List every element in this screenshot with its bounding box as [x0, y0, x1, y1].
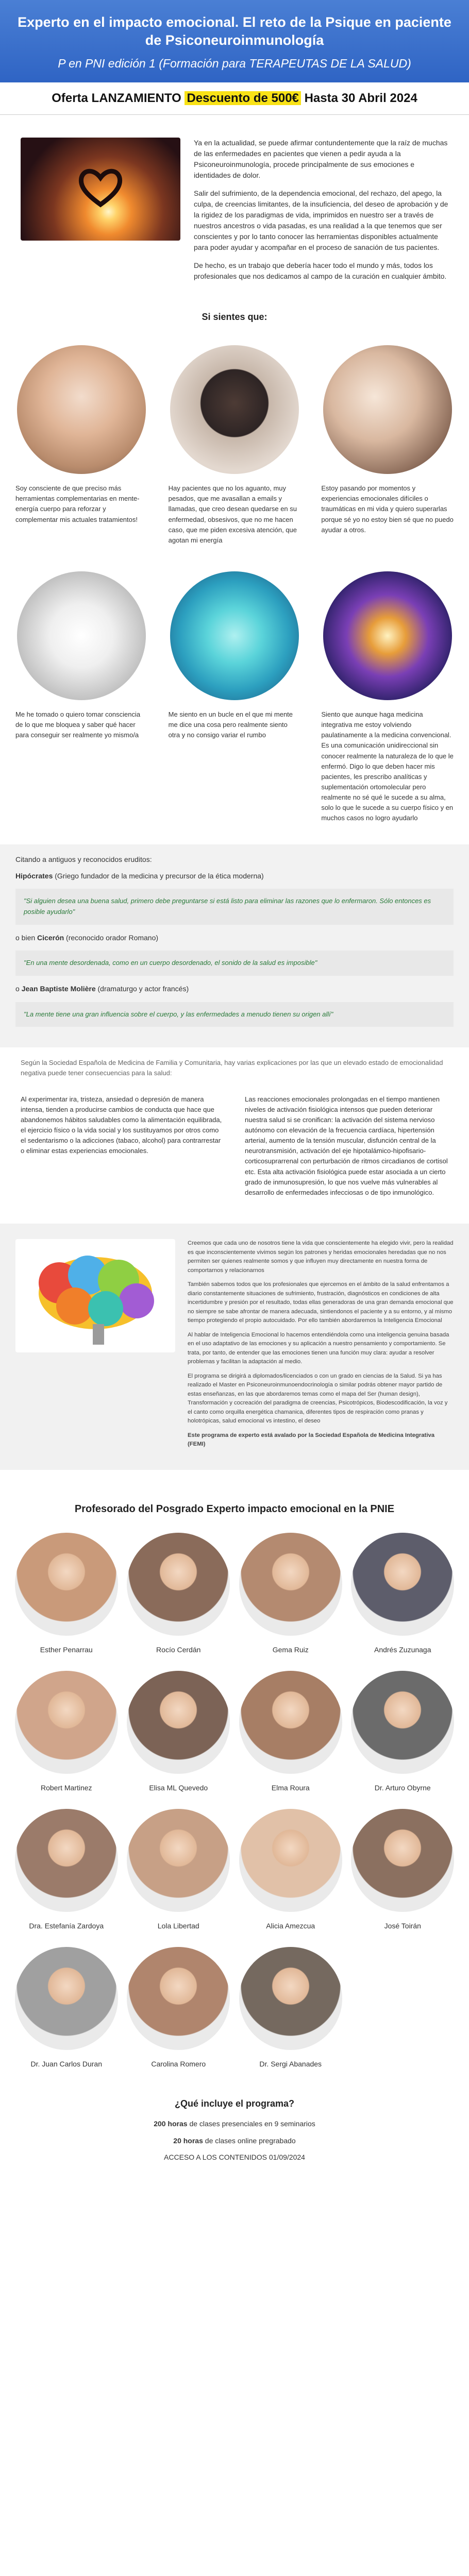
quote-author [15, 983, 454, 994]
author-name: Cicerón [37, 933, 64, 942]
professor-card [347, 1533, 459, 1656]
professor-card [10, 1533, 123, 1656]
sad-woman-photo [323, 345, 452, 474]
professor-name: Rocío Cerdán [156, 1645, 201, 1654]
professor-avatar [239, 1809, 342, 1912]
ei-paragraph-1: Creemos que cada uno de nosotros tiene la vida que conscientemente ha elegido vivir, pero la realidad es que inconscientemente vivimos según los patrones y heridas emocionales heredadas que no nos permiten ser quienes realmente somos y que influyen muy directamente en nuestra forma de comportarnos y relacionarnos [188, 1240, 454, 1274]
professor-card [10, 1671, 123, 1794]
feel-item [321, 345, 454, 546]
feel-item [169, 345, 301, 546]
feel-item-text: Estoy pasando por momentos y experiencias emocionales difíciles o traumáticas en mi vida y quiero superarlas porque sé yo no estoy bien sé que no puedo ayudar a otros. [321, 484, 454, 534]
intro-paragraph-2: Salir del sufrimiento, de la dependencia emocional, del rechazo, del apego, la culpa, de creencias limitantes, de la insuficiencia, del deseo de aprobación y de la rigidez de los paradigmas de vida, imprimidos en nuestro ser a través de nuestros ancestros o vida pasadas, es una realidad a la que tenemos que ser conscientes y por lo tanto conocer las herramientas disponibles actualmente para poder ayudar y acompañar en el proceso de sanación de tus pacientes. [194, 189, 448, 252]
professors-grid [0, 1533, 469, 2071]
professor-avatar [15, 1947, 118, 2050]
quote-text: "En una mente desordenada, como en un cuerpo desordenado, el sonido de la salud es imposible" [15, 951, 454, 976]
professor-avatar [239, 1671, 342, 1774]
professor-card [123, 1671, 235, 1794]
heart-hands-photo [21, 138, 180, 241]
online-rest: de clases online pregrabado [203, 2136, 296, 2145]
clocks-photo [17, 571, 146, 700]
heart-hands-icon [77, 163, 124, 210]
cosmic-mind-photo [323, 571, 452, 700]
professor-name: Dr. Arturo Obyrne [374, 1783, 431, 1792]
professor-avatar [15, 1809, 118, 1912]
professor-name: Elisa ML Quevedo [149, 1783, 208, 1792]
professor-card [123, 1809, 235, 1933]
program-question: ¿Qué incluye el programa? [174, 2098, 295, 2109]
program-access: ACCESO A LOS CONTENIDOS 01/09/2024 [164, 2153, 305, 2162]
professor-name: Alicia Amezcua [266, 1921, 315, 1930]
feel-grid-row-2 [0, 571, 469, 824]
professor-name: Gema Ruiz [272, 1645, 309, 1654]
professor-avatar [127, 1947, 230, 2050]
professor-avatar [351, 1671, 454, 1774]
quote-author [15, 932, 454, 943]
feel-item-text: Me siento en un bucle en el que mi mente me dice una cosa pero realmente siento otra y no consigo variar el rumbo [168, 710, 293, 739]
quotes-section [0, 844, 469, 1048]
professor-card [123, 1533, 235, 1656]
professor-avatar [127, 1809, 230, 1912]
hours-bold: 200 horas [154, 2120, 188, 2128]
professor-name: Elma Roura [271, 1783, 310, 1792]
online-bold: 20 horas [173, 2136, 203, 2145]
professor-avatar [127, 1671, 230, 1774]
professor-card [347, 1809, 459, 1933]
feel-item-text: Me he tomado o quiero tomar consciencia de lo que me bloquea y saber qué hacer para conseguir ser realmente yo mismo/a [15, 710, 141, 739]
feel-item [321, 571, 454, 824]
professor-name: Andrés Zuzunaga [374, 1645, 431, 1654]
author-name: Jean Baptiste Molière [21, 985, 96, 993]
professor-name: Esther Penarrau [40, 1645, 93, 1654]
intro-section [0, 115, 469, 304]
feel-item [15, 345, 148, 546]
quotes-intro: Citando a antiguos y reconocidos eruditos: [15, 855, 152, 863]
professor-card [347, 1671, 459, 1794]
author-description: (dramaturgo y actor francés) [95, 985, 189, 993]
feel-title: Si sientes que: [202, 312, 267, 323]
professor-avatar [239, 1533, 342, 1636]
meditation-photo [17, 345, 146, 474]
author-prefix: o bien [15, 933, 38, 942]
professor-card [234, 1809, 347, 1933]
professors-title: Profesorado del Posgrado Experto impacto emocional en la PNIE [74, 1503, 395, 1515]
author-description: (reconocido orador Romano) [64, 933, 159, 942]
professor-card [234, 1533, 347, 1656]
page-subtitle: P en PNI edición 1 (Formación para TERAPEUTAS DE LA SALUD) [58, 57, 411, 71]
seic-intro: Según la Sociedad Española de Medicina de Familia y Comunitaria, hay varias explicaciones por las que un elevado estado de emocionalidad negativa puede tener consecuencias para la salud: [21, 1059, 443, 1077]
page-title: Experto en el impacto emocional. El reto de la Psique en paciente de Psiconeuroinmunología [18, 14, 451, 48]
offer-banner [0, 82, 469, 115]
mind-loop-photo [170, 571, 299, 700]
professor-avatar [351, 1533, 454, 1636]
professor-avatar [351, 1809, 454, 1912]
professor-name: José Toirán [384, 1921, 421, 1930]
seic-columns [0, 1089, 469, 1213]
offer-prefix: Oferta LANZAMIENTO [52, 91, 181, 105]
program-section [0, 2096, 469, 2163]
professor-name: Dra. Estefanía Zardoya [29, 1921, 104, 1930]
author-prefix: o [15, 985, 22, 993]
quote-author [15, 870, 454, 882]
professor-name: Carolina Romero [151, 2059, 206, 2068]
author-name: Hipócrates [15, 871, 53, 880]
professor-card [123, 1947, 235, 2071]
professor-avatar [239, 1947, 342, 2050]
brain-splash-icon [15, 1239, 175, 1352]
professor-card [10, 1809, 123, 1933]
colorful-brain-image [15, 1239, 175, 1352]
feel-item [15, 571, 148, 824]
ei-paragraph-3: Al hablar de Inteligencia Emocional lo hacemos entendiéndola como una inteligencia genuina basada en el uso adaptativo de las emociones y su aplicación a nuestro pensamiento y comportamiento. Se trata, por tanto, de entender que las emociones tienen una función muy clara: ayudar a resolver problemas y facilitan la adaptación al medio. [188, 1331, 449, 1365]
professor-avatar [15, 1671, 118, 1774]
professor-card [10, 1947, 123, 2071]
emotional-intelligence-text [188, 1239, 454, 1454]
hours-rest: de clases presenciales en 9 seminarios [187, 2120, 315, 2128]
professor-name: Lola Libertad [157, 1921, 199, 1930]
feel-grid-row-1 [0, 345, 469, 546]
emotional-intelligence-section [0, 1224, 469, 1470]
professor-avatar [15, 1533, 118, 1636]
ei-endorsement: Este programa de experto está avalado por la Sociedad Española de Medicina Integrativa (FEMI) [188, 1432, 435, 1448]
ei-paragraph-4: El programa se dirigirá a diplomados/licenciados o con un grado en ciencias de la Salud. Si ya has realizado el Master en Psiconeuroinmunoendocrinología o similar podrás obtener mayor partido de estas enseñanzas, en las que abordaremos temas como el mapa del Ser (human design), Transformación y cocreación del paradigma de creencias, Psicotrópicos, Biodescodificación, la voz y el canto como orquilla energética chamanica, diferentes tipos de respiración como pranas y holotrópicas, salud emocional vs intestino, el deseo [188, 1372, 448, 1425]
feel-item-text: Hay pacientes que no los aguanto, muy pesados, que me avasallan a emails y llamadas, que creo desean quedarse en su enfermedad, obsesivos, que no me hacen caso, que me piden excesiva atención, que agotan mi energía [168, 484, 297, 544]
professor-avatar [127, 1533, 230, 1636]
professor-name: Dr. Sergi Abanades [259, 2059, 322, 2068]
professor-name: Robert Martinez [40, 1783, 92, 1792]
program-online [0, 2135, 469, 2146]
intro-text [194, 138, 448, 289]
author-description: (Griego fundador de la medicina y precursor de la ética moderna) [53, 871, 264, 880]
seic-right-text: Las reacciones emocionales prolongadas en el tiempo mantienen niveles de activación fisiológica intensos que pueden deteriorar nuestra salud si se cronifican: la activación del sistema nervioso autónomo con elevación de la frecuencia cardíaca, hipertensión arterial, aumento de la tensión muscular, disfunción central de la neurotransmisión, activación del eje hipotalámico-hipofisario-corticosuprarrenal con perturbación de ritmos circadianos de cortisol etc. Esta alta activación fisiológica puede estar asociada a un cierto grado de inmunosupresión, lo que nos vuelve más vulnerables al desarrollo de enfermedades infecciosas o de tipo inmunológico. [245, 1095, 448, 1196]
frustrated-woman-photo [170, 345, 299, 474]
professor-card [234, 1947, 347, 2071]
offer-deadline: Hasta 30 Abril 2024 [304, 91, 417, 105]
offer-discount: Descuento de 500€ [185, 91, 300, 105]
professor-card [234, 1671, 347, 1794]
quote-text: "La mente tiene una gran influencia sobre el cuerpo, y las enfermedades a menudo tienen su origen allí" [15, 1002, 454, 1027]
quote-text: "Si alguien desea una buena salud, primero debe preguntarse si está listo para eliminar las razones que lo enfermaron. Sólo entonces es posible ayudarlo" [15, 889, 454, 925]
ei-paragraph-2: También sabemos todos que los profesionales que ejercemos en el ámbito de la salud enfrentamos a diario constantemente situaciones de sufrimiento, frustración, diagnósticos en condiciones de alta incertidumbre y presión por el resultado, todas ellas generadoras de una gran demanda emocional que no siempre se sabe afrontar de manera adecuada, sintiendonos el paciente y a su entorno, y al mismo tiempo protegiendo el propio autocuidado. Por ello también abordaremos la Inteligencia Emocional [188, 1281, 454, 1324]
feel-item-text: Siento que aunque haga medicina integrativa me estoy volviendo paulatinamente a la medicina convencional. Es una comunicación unidireccional sin conocer realmente la naturaleza de lo que le enfermó. Digo lo que deben hacer mis pacientes, les prescribo analíticas y suplementación ortomolecular pero realmente no sé qué le sucede a su alma, solo lo que le sucede a su cuerpo físico y en muchos casos no logro ayudarlo [321, 710, 454, 822]
feel-item-text: Soy consciente de que preciso más herramientas complementarias en mente-energía cuerpo para reforzar y complementar mis actuales tratamientos! [15, 484, 140, 523]
program-hours [0, 2118, 469, 2129]
seic-left-text: Al experimentar ira, tristeza, ansiedad o depresión de manera intensa, tienden a producirse cambios de conducta que hace que abandonemos hábitos saludables como la alimentación equilibrada, el ejercicio físico o la vida social y los sustituyamos por otros como el sedentarismo o la adicciones (tabaco, alcohol) para contrarrestar o eliminar estas experiencias emocionales. [21, 1095, 222, 1155]
intro-paragraph-1: Ya en la actualidad, se puede afirmar contundentemente que la raíz de muchas de las enfermedades en pacientes que vienen a pedir ayuda a la Psiconeuroinmunología, procede principalmente de sus emociones e identidades de dolor. [194, 139, 448, 180]
feel-item [169, 571, 301, 824]
intro-paragraph-3: De hecho, es un trabajo que debería hacer todo el mundo y más, todos los profesionales que nos dedicamos al campo de la curación en cualquier ámbito. [194, 261, 447, 281]
hero-banner [0, 0, 469, 82]
professor-name: Dr. Juan Carlos Duran [30, 2059, 102, 2068]
